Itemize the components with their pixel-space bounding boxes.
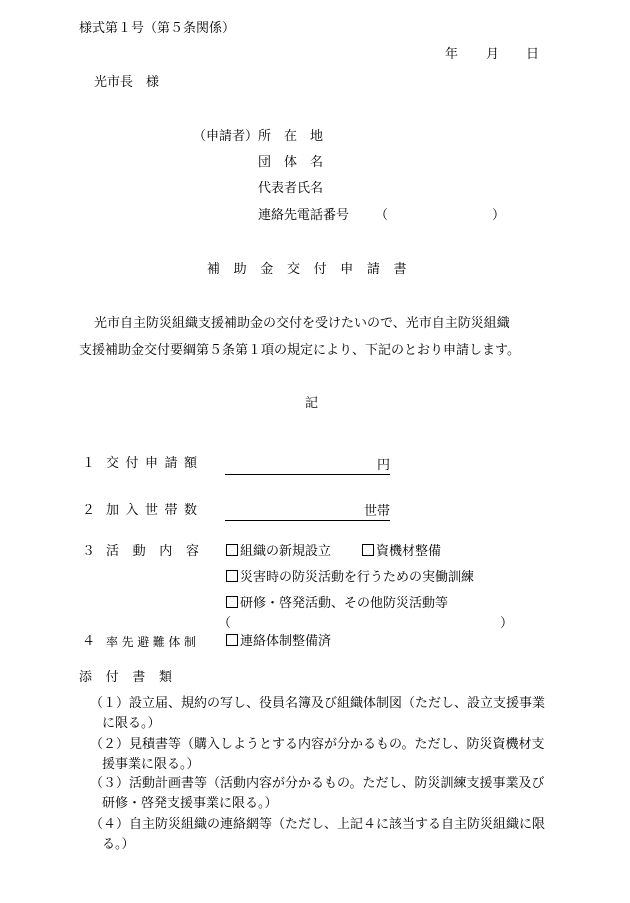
option-drill[interactable] [226, 570, 474, 586]
checkbox-icon [226, 596, 238, 608]
option-training[interactable] [226, 596, 448, 612]
attachment-3-number: （３） [90, 776, 130, 791]
attachment-1-line1: 設立届、規約の写し、役員名簿及び組織体制図（ただし、設立支援事業 [129, 696, 546, 711]
item2-label: 加入世帯数 [106, 503, 204, 518]
attachment-3-line1: 活動計画書等（活動内容が分かるもの。ただし、防災訓練支援事業及び [129, 776, 545, 791]
checkbox-icon [362, 544, 374, 556]
date-year-label: 年 [445, 47, 459, 62]
other-open-paren: （ [218, 616, 232, 631]
address-label: 所 在 地 [258, 129, 324, 144]
applicant-prefix: （申請者） [193, 129, 259, 144]
other-close-paren: ） [500, 616, 514, 631]
attachment-2-line2: 援事業に限る。） [102, 757, 200, 772]
attachment-4-line1: 自主防災組織の連絡網等（ただし、上記４に該当する自主防災組織に限 [129, 817, 546, 832]
form-number: 様式第１号（第５条関係） [79, 21, 236, 36]
body-line-1: 光市自主防災組織支援補助金の交付を受けたいので、光市自主防災組織 [94, 316, 510, 331]
option-new-establishment[interactable] [226, 544, 331, 560]
option-new-establishment-label: 組織の新規設立 [240, 544, 332, 559]
addressee: 光市長 様 [94, 75, 160, 90]
item3-label: 活動内容 [106, 544, 213, 559]
attachment-2-number: （２） [90, 737, 130, 752]
yen-unit: 円 [376, 458, 390, 473]
option-contact-system-label: 連絡体制整備済 [240, 634, 332, 649]
option-training-label: 研修・啓発活動、その他防災活動等 [240, 596, 449, 611]
phone-open-paren: （ [375, 208, 389, 223]
attachment-4-line2: る。） [102, 837, 135, 852]
option-contact-system[interactable] [226, 634, 331, 650]
item4-label: 率先避難体制 [106, 635, 200, 649]
application-amount-field[interactable] [225, 456, 390, 475]
body-line-2: 支援補助金交付要綱第５条第１項の規定により、下記のとおり申請します。 [79, 343, 520, 358]
item3-number: ３ [82, 544, 96, 559]
item1-number: １ [82, 456, 96, 471]
date-day-label: 日 [526, 47, 540, 62]
option-equipment[interactable] [362, 544, 441, 560]
attachment-1-line2: に限る。） [102, 716, 161, 731]
item4-number: ４ [82, 634, 96, 649]
attachments-heading: 添付書類 [79, 670, 186, 685]
checkbox-icon [226, 544, 238, 556]
attachment-3-line2: 研修・啓発支援事業に限る。） [102, 796, 278, 811]
item2-number: ２ [82, 503, 96, 518]
group-name-label: 団 体 名 [258, 155, 324, 170]
attachment-1-number: （１） [90, 696, 130, 711]
phone-close-paren: ） [492, 208, 506, 223]
household-count-field[interactable] [225, 502, 390, 521]
checkbox-icon [226, 634, 238, 646]
phone-label: 連絡先電話番号 [258, 208, 350, 223]
attachment-2-line1: 見積書等（購入しようとする内容が分かるもの。ただし、防災資機材支 [129, 737, 545, 752]
household-unit: 世帯 [363, 504, 390, 519]
document-title: 補助金交付申請書 [207, 262, 421, 277]
option-drill-label: 災害時の防災活動を行うための実働訓練 [240, 570, 475, 585]
representative-label: 代表者氏名 [258, 181, 324, 196]
attachment-4-number: （４） [90, 817, 130, 832]
ki-marker: 記 [305, 396, 319, 411]
date-month-label: 月 [486, 47, 500, 62]
item1-label: 交付申請額 [106, 456, 204, 471]
option-equipment-label: 資機材整備 [376, 544, 442, 559]
checkbox-icon [226, 570, 238, 582]
